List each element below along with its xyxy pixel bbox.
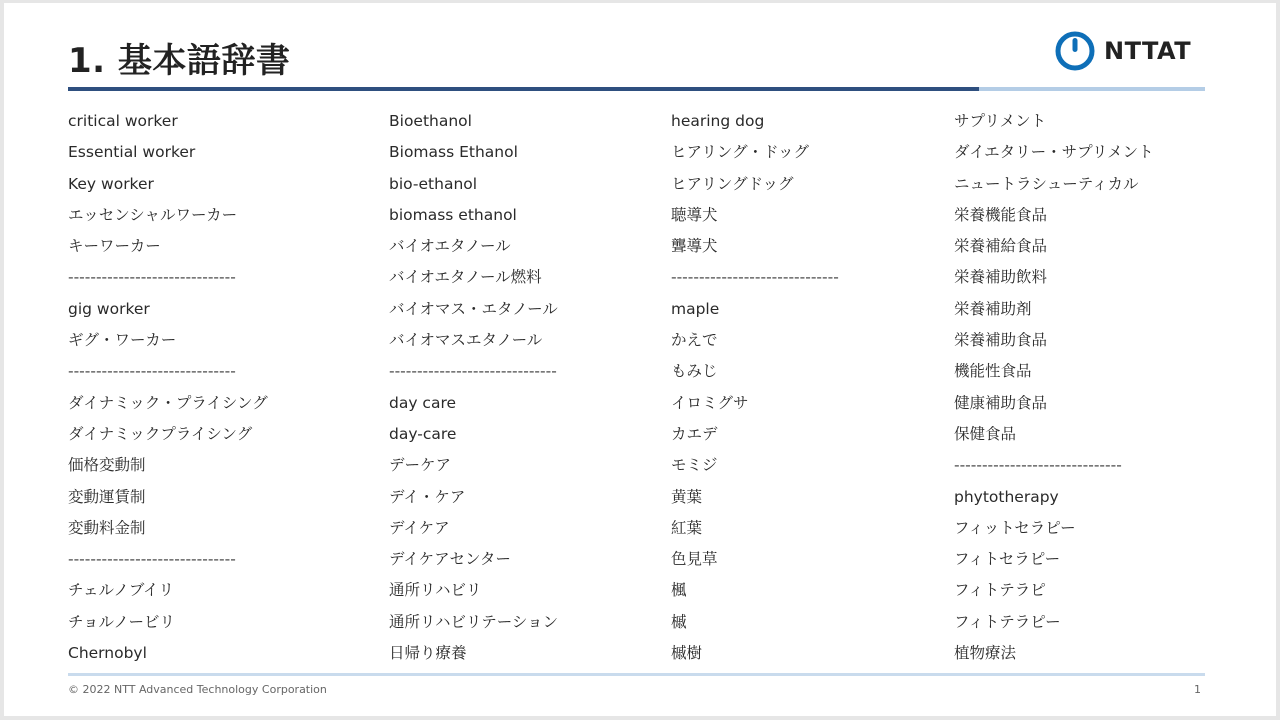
dictionary-term: 色見草 — [671, 550, 718, 569]
dictionary-term: Biomass Ethanol — [389, 143, 518, 162]
dictionary-term: サプリメント — [954, 112, 1047, 130]
dictionary-term: フィトテラピー — [954, 612, 1061, 631]
dictionary-term: 日帰り療養 — [389, 644, 467, 663]
dictionary-term: 楓 — [671, 581, 687, 600]
dictionary-term: 聾導犬 — [671, 237, 718, 256]
company-logo-text: NTTAT — [1104, 37, 1192, 65]
dictionary-term: 変動料金制 — [68, 518, 146, 537]
page-number: 1 — [1194, 683, 1201, 696]
group-separator: ------------------------------ — [389, 362, 557, 381]
dictionary-term: maple — [671, 299, 720, 318]
dictionary-term: 機能性食品 — [954, 362, 1032, 381]
dictionary-term: ギグ・ワーカー — [68, 331, 177, 350]
dictionary-term: 紅葉 — [671, 518, 703, 537]
dictionary-column-1 — [68, 106, 268, 669]
slide — [4, 3, 1276, 716]
dictionary-term: gig worker — [68, 299, 150, 318]
ntt-at-logo-icon — [1054, 30, 1096, 72]
dictionary-term: phytotherapy — [954, 487, 1059, 506]
dictionary-term: bio-ethanol — [389, 174, 478, 193]
footer-divider — [68, 673, 1205, 676]
dictionary-term: Chernobyl — [68, 644, 147, 663]
dictionary-column-4 — [954, 106, 1154, 669]
dictionary-term: バイオエタノール — [389, 237, 511, 256]
dictionary-term: 変動運賃制 — [68, 487, 146, 506]
group-separator: ------------------------------ — [68, 362, 236, 381]
dictionary-term: バイオエタノール燃料 — [389, 268, 542, 287]
dictionary-term: 栄養補助飲料 — [954, 268, 1048, 287]
dictionary-term: ニュートラシューティカル — [954, 174, 1139, 193]
dictionary-term: biomass ethanol — [389, 205, 517, 224]
dictionary-term: もみじ — [671, 362, 718, 381]
dictionary-term: キーワーカー — [68, 237, 161, 256]
dictionary-term: エッセンシャルワーカー — [68, 205, 238, 224]
dictionary-term: 通所リハビリテーション — [389, 612, 559, 631]
dictionary-term: day-care — [389, 424, 457, 443]
slide-title: 1. 基本語辞書 — [68, 41, 291, 81]
dictionary-term: Bioethanol — [389, 112, 472, 130]
dictionary-term: Essential worker — [68, 143, 196, 162]
dictionary-term: ダイナミック・プライシング — [68, 393, 268, 412]
dictionary-column-3 — [671, 106, 839, 669]
dictionary-term: デーケア — [389, 456, 452, 475]
title-underline-dark — [68, 87, 979, 91]
dictionary-term: day care — [389, 393, 457, 412]
dictionary-term: 保健食品 — [954, 424, 1017, 443]
title-underline-light — [979, 87, 1205, 91]
dictionary-term: 聴導犬 — [671, 205, 718, 224]
dictionary-term: フィトテラピ — [954, 581, 1046, 600]
dictionary-term: 通所リハビリ — [389, 581, 482, 600]
dictionary-column-2 — [389, 106, 558, 669]
dictionary-term: フィットセラピー — [954, 518, 1076, 537]
dictionary-term: 栄養補助剤 — [954, 299, 1032, 318]
dictionary-term: 健康補助食品 — [954, 393, 1048, 412]
dictionary-term: 黄葉 — [671, 487, 703, 506]
dictionary-term: ダイナミックプライシング — [68, 424, 253, 443]
dictionary-term: モミジ — [671, 456, 718, 475]
dictionary-term: 槭樹 — [671, 644, 703, 663]
group-separator: ------------------------------ — [68, 268, 236, 287]
dictionary-term: チェルノブイリ — [68, 581, 175, 600]
dictionary-term: イロミグサ — [671, 393, 749, 412]
dictionary-term: ダイエタリー・サプリメント — [954, 143, 1154, 162]
dictionary-term: ヒアリング・ドッグ — [671, 143, 809, 162]
dictionary-term: 植物療法 — [954, 644, 1017, 663]
group-separator: ------------------------------ — [68, 550, 236, 569]
dictionary-term: デイケア — [389, 518, 450, 537]
dictionary-term: カエデ — [671, 424, 718, 443]
dictionary-term: ヒアリングドッグ — [671, 174, 794, 193]
group-separator: ------------------------------ — [671, 268, 839, 287]
dictionary-term: Key worker — [68, 174, 154, 193]
dictionary-term: フィトセラピー — [954, 550, 1061, 569]
dictionary-term: チョルノービリ — [68, 612, 175, 631]
dictionary-term: 栄養補給食品 — [954, 237, 1048, 256]
dictionary-term: デイ・ケア — [389, 487, 466, 506]
footer-copyright: © 2022 NTT Advanced Technology Corporation — [68, 683, 327, 696]
dictionary-term: 槭 — [671, 612, 687, 631]
dictionary-term: 栄養機能食品 — [954, 205, 1048, 224]
group-separator: ------------------------------ — [954, 456, 1122, 475]
dictionary-term: バイオマスエタノール — [389, 331, 543, 350]
dictionary-term: hearing dog — [671, 112, 765, 130]
dictionary-term: critical worker — [68, 112, 178, 130]
dictionary-term: 栄養補助食品 — [954, 331, 1048, 350]
company-logo — [1054, 30, 1191, 72]
dictionary-term: デイケアセンター — [389, 550, 511, 569]
dictionary-term: 価格変動制 — [68, 456, 146, 475]
dictionary-term: かえで — [671, 331, 718, 350]
dictionary-term: バイオマス・エタノール — [389, 299, 558, 318]
